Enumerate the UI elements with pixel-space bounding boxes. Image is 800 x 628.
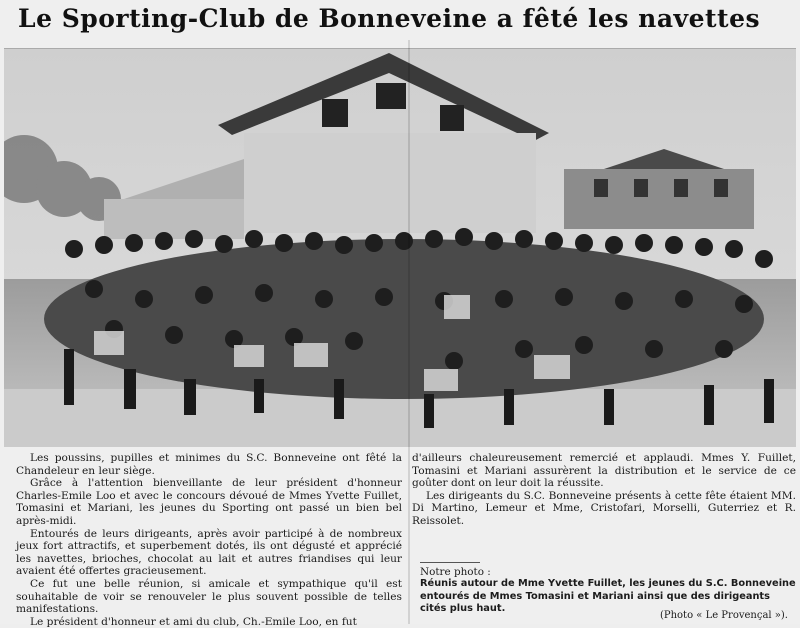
paper-fold [408, 40, 410, 624]
article-paragraph: Les poussins, pupilles et minimes du S.C. Bonneveine ont fêté la Chandeleur en leur siège. [16, 452, 402, 477]
article-paragraph: d'ailleurs chaleureusement remercié et applaudi. Mmes Y. Fuillet, Tomasini et Mariani assurèrent la distribution et le service de ce goûter dont on leur doit la réussite. [412, 452, 796, 490]
caption-text: Réunis autour de Mme Yvette Fuillet, les jeunes du S.C. Bonneveine entourés de Mmes Tomasini et Mariani ainsi que des dirigeants cités plus haut. [420, 578, 796, 615]
article-paragraph: Grâce à l'attention bienveillante de leur président d'honneur Charles-Emile Loo et avec le concours dévoué de Mmes Yvette Fuillet, Tomasini et Mariani, les jeunes du Sporting ont passé un bien bel après-midi. [16, 477, 402, 527]
article-paragraph: Ce fut une belle réunion, si amicale et sympathique qu'il est souhaitable de voir se renouveler le plus souvent possible de telles manifestations. [16, 577, 402, 616]
group-photo [4, 48, 796, 447]
photo-caption [420, 566, 798, 616]
caption-rule [420, 562, 480, 563]
article-paragraph: Le président d'honneur et ami du club, Ch.-Emile Loo, en fut [30, 615, 357, 628]
caption-label: Notre photo : [420, 566, 491, 578]
headline: Le Sporting-Club de Bonneveine a fêté les navettes [18, 4, 761, 33]
article-paragraph: Les dirigeants du S.C. Bonneveine présents à cette fête étaient MM. Di Martino, Lemeur et Mme, Cristofari, Morselli, Guterriez et R. Reissolet. [412, 489, 796, 527]
article-paragraph: Entourés de leurs dirigeants, après avoir participé à de nombreux jeux fort attractifs, et superbement dotés, ils ont dégusté et apprécié les navettes, brioches, chocolat au lait et autres friandises qui leur avaient été offertes gracieusement. [16, 527, 402, 578]
article-column-right [412, 452, 796, 528]
photo-credit: (Photo « Le Provençal »). [659, 610, 788, 621]
article-column-left [16, 452, 402, 628]
